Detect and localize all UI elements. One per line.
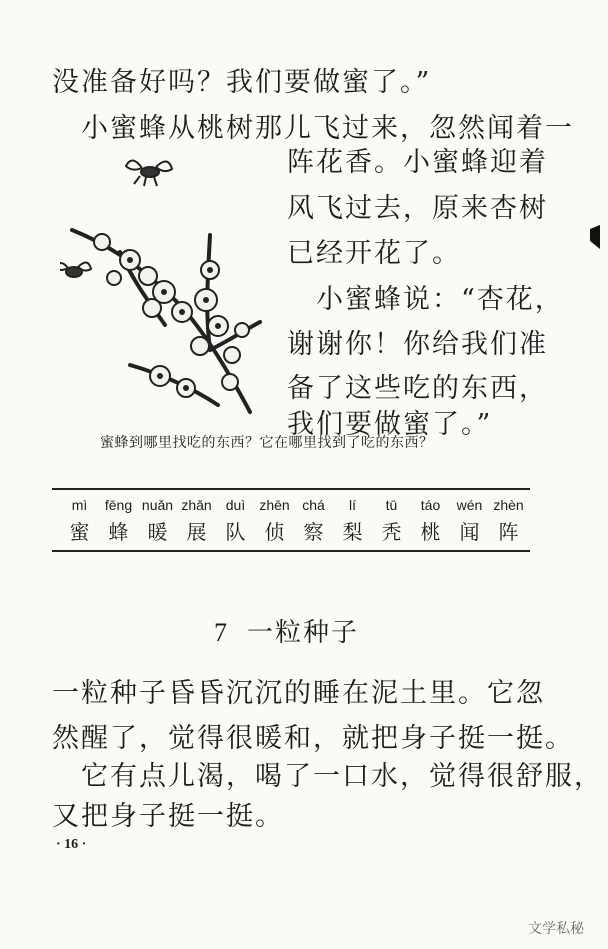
vocab-character: 桃 xyxy=(420,520,441,544)
text-line: 阵花香。小蜜蜂迎着 xyxy=(287,147,548,178)
vocab-character: 察 xyxy=(303,520,324,544)
bee-icon xyxy=(126,160,172,186)
pinyin-row xyxy=(60,497,528,513)
pinyin: duì xyxy=(225,497,246,513)
vocab-character: 展 xyxy=(186,520,207,544)
apricot-blossom-illustration xyxy=(60,150,270,420)
chapter-heading xyxy=(214,612,359,649)
pinyin: mì xyxy=(71,497,88,513)
bee-icon xyxy=(60,262,91,277)
text-line: 又把身子挺一挺。 xyxy=(52,801,284,832)
pinyin: chá xyxy=(302,497,325,513)
page-number: · 16 · xyxy=(56,837,87,852)
vocab-character: 蜜 xyxy=(69,520,90,544)
vocab-character: 蜂 xyxy=(108,520,129,544)
pinyin: wén xyxy=(456,497,483,513)
vocab-character: 梨 xyxy=(342,520,363,544)
vocab-character: 队 xyxy=(225,520,246,544)
vocab-character: 闻 xyxy=(459,520,480,544)
text-line: 备了这些吃的东西， xyxy=(287,373,548,404)
text-line: 风飞过去，原来杏树 xyxy=(287,193,548,224)
vocab-character: 侦 xyxy=(264,520,285,544)
pinyin: táo xyxy=(420,497,441,513)
pinyin: zhèn xyxy=(493,497,524,513)
text-line: 已经开花了。 xyxy=(287,238,461,269)
text-line: 一粒种子昏昏沉沉的睡在泥土里。它忽 xyxy=(52,678,545,709)
vocab-character: 阵 xyxy=(498,520,519,544)
pinyin: fēng xyxy=(104,497,133,513)
text-line: 我们要做蜜了。” xyxy=(287,409,493,440)
divider xyxy=(52,488,530,490)
pinyin: tū xyxy=(385,497,398,513)
text-line: 然醒了，觉得很暖和，就把身子挺一挺。 xyxy=(52,723,574,754)
text-line: 小蜜蜂从桃树那儿飞过来，忽然闻着一 xyxy=(52,113,574,144)
page-edge-mark xyxy=(588,225,602,249)
vocab-character: 暖 xyxy=(147,520,168,544)
chapter-number: 7 xyxy=(214,618,229,647)
pinyin: zhēn xyxy=(259,497,290,513)
illustration-question: 蜜蜂到哪里找吃的东西？它在哪里找到了吃的东西？ xyxy=(100,435,434,451)
text-line: 它有点儿渴，喝了一口水，觉得很舒服， xyxy=(52,761,603,792)
pinyin: lí xyxy=(349,497,356,513)
text-line: 小蜜蜂说：“杏花， xyxy=(287,284,564,315)
pinyin: nuǎn xyxy=(141,497,174,513)
hanzi-row xyxy=(60,516,528,545)
vocab-character: 秃 xyxy=(381,520,402,544)
watermark: 文学私秘 xyxy=(528,921,584,937)
text-line: 没准备好吗？我们要做蜜了。” xyxy=(52,67,432,98)
text-line: 谢谢你！你给我们准 xyxy=(287,329,548,360)
chapter-title: 一粒种子 xyxy=(247,618,360,648)
divider xyxy=(52,550,530,552)
pinyin: zhǎn xyxy=(181,497,212,513)
